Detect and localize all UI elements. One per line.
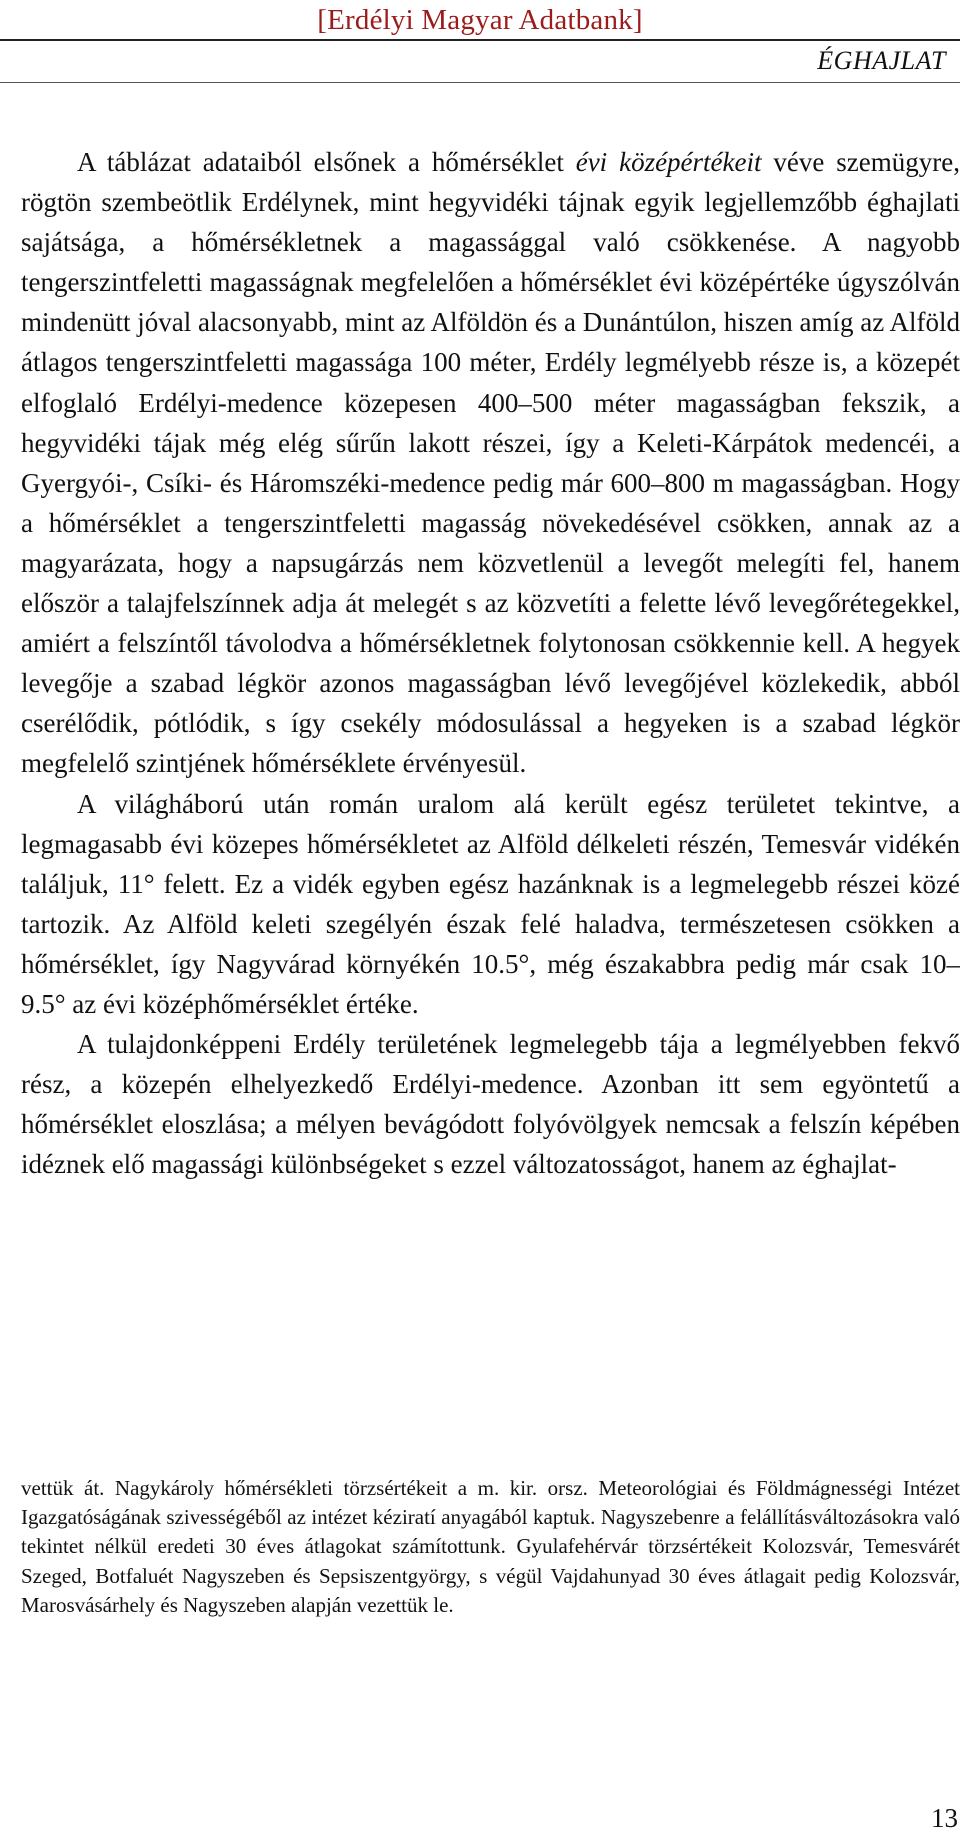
paragraph-1-emphasis: évi középértékeit xyxy=(575,147,762,177)
paragraph-2: A világháború után román uralom alá került egész területet tekintve, a legmagasabb évi közepes hőmérsékletet az Alföld délkeleti részén, Temesvár vidékén találjuk, 11° felett. Ez a vidék egyben egész hazánknak is a legmelegebb részei közé tartozik. Az Alföld keleti szegélyén észak felé haladva, természetesen csökken a hőmérséklet, így Nagyvárad környékén 10.5°, még északabbra pedig már csak 10–9.5° az évi középhőmérséklet értéke. xyxy=(21,788,960,1019)
header-divider xyxy=(0,39,960,41)
paragraph-1 xyxy=(21,142,960,784)
footnote: vettük át. Nagykároly hőmérsékleti törzsértékeit a m. kir. orsz. Meteorológiai és Földmágnességi Intézet Igazgatóságának szivességéből az intézet kéziratí anyagából kaptuk. Nagyszebenre a felállításváltozásokra való tekintet nélkül eredeti 30 éves átlagokat számítottunk. Gyulafehérvár törzsértékeit Kolozsvár, Temesvárét Szeged, Botfaluét Nagyszeben és Sepsiszentgyörgy, s végül Vajdahunyad 30 éves átlagait pedig Kolozsvár, Marosvásárhely és Nagyszeben alapján vezettük le. xyxy=(21,1476,960,1617)
running-head: ÉGHAJLAT xyxy=(817,46,946,75)
body-text xyxy=(21,142,960,1184)
page-number: 13 xyxy=(931,1803,958,1833)
paragraph-1-rest: véve szemügyre, rögtön szembeötlik Erdélynek, mint hegyvidéki tájnak egyik legjellemzőbb éghajlati sajátsága, a hőmérsékletnek a magassággal való csökkenése. A nagyobb tengerszintfeletti magasságnak megfelelően a hőmérséklet évi középértéke úgyszólván mindenütt jóval alacsonyabb, mint az Alföldön és a Dunántúlon, hiszen amíg az Alföld átlagos tengerszintfeletti magassága 100 méter, Erdély legmélyebb része is, a közepét elfoglaló Erdélyi-medence közepesen 400–500 méter magasságban fekszik, a hegyvidéki tájak még elég sűrűn lakott részei, így a Keleti-Kárpátok medencéi, a Gyergyói-, Csíki- és Háromszéki-medence pedig már 600–800 m magasságban. Hogy a hőmérséklet a tengerszintfeletti magasság növekedésével csökken, annak az a magyarázata, hogy a napsugárzás nem közvetlenül a levegőt melegíti fel, hanem először a talajfelszínnek adja át melegét s az közvetíti a felette lévő levegőrétegekkel, amiért a felszíntől távolodva a hőmérsékletnek folytonosan csökkennie kell. A hegyek levegője a szabad légkör azonos magasságban lévő levegőjével közlekedik, abból cserélődik, pótlódik, s így csekély módosulással a hegyeken is a szabad légkör megfelelő szintjének hőmérséklete érvényesül. xyxy=(21,147,960,779)
source-header: [Erdélyi Magyar Adatbank] xyxy=(317,4,643,36)
running-head-divider xyxy=(0,82,960,83)
paragraph-1-intro: A táblázat adataiból elsőnek a hőmérséklet xyxy=(77,147,576,177)
paragraph-3: A tulajdonképpeni Erdély területének legmelegebb tája a legmélyebben fekvő rész, a közepén elhelyezkedő Erdélyi-medence. Azonban itt sem egyöntetű a hőmérséklet eloszlása; a mélyen bevágódott folyóvölgyek nemcsak a felszín képében idéznek elő magassági különbségeket s ezzel változatosságot, hanem az éghajlat- xyxy=(21,1029,960,1180)
